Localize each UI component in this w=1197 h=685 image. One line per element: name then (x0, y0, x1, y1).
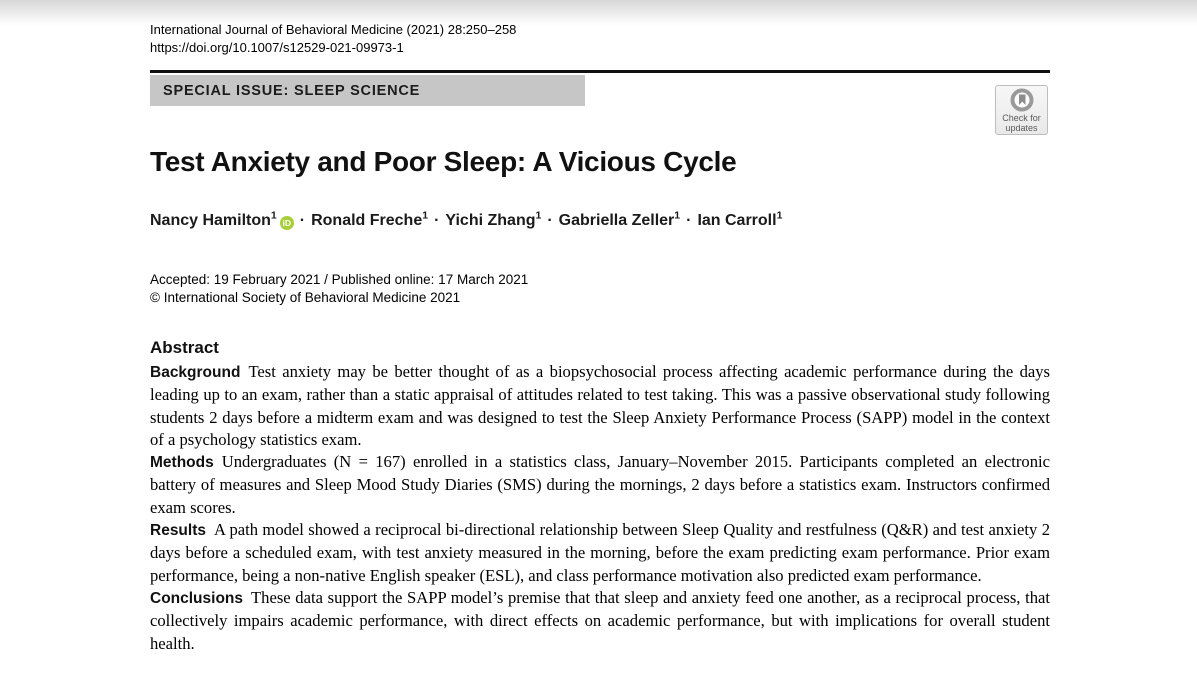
abstract-section-text: These data support the SAPP model’s premise that that sleep and anxiety feed one another, as a reciprocal process, that collectively impairs academic performance, with direct effects on academic performance, but with implications for overall student health. (150, 587, 1050, 653)
abstract-section-text: Undergraduates (N = 167) enrolled in a statistics class, January–November 2015. Participants completed an electronic battery of measures and Sleep Mood Study Diaries (SMS) during the mornings, 2 days before a statistics exam. Instructors confirmed exam scores. (150, 452, 1050, 517)
special-issue-banner (150, 75, 585, 106)
author-separator: · (434, 212, 440, 229)
abstract-section-label: Background (150, 364, 241, 381)
header-rule (150, 70, 1050, 73)
authors-line (150, 209, 1070, 230)
journal-header (150, 21, 516, 57)
author-affiliation-number: 1 (422, 209, 429, 222)
author-name: Ronald Freche (311, 212, 423, 229)
abstract-paragraph (150, 587, 1050, 655)
author-name: Ian Carroll (697, 212, 777, 229)
copyright-line: © International Society of Behavioral Medicine 2021 (150, 289, 461, 305)
abstract-paragraph (150, 361, 1050, 451)
author-name: Yichi Zhang (445, 212, 536, 229)
author-name: Gabriella Zeller (558, 212, 675, 229)
abstract-paragraph (150, 519, 1050, 587)
abstract-section-label: Conclusions (150, 589, 244, 607)
orcid-icon[interactable]: iD (280, 216, 294, 230)
author-separator: · (686, 212, 692, 229)
journal-citation-line: International Journal of Behavioral Medicine (2021) 28:250–258 (150, 22, 517, 37)
abstract-section (150, 338, 1050, 655)
check-for-updates-label-line2: updates (1005, 122, 1038, 133)
check-for-updates-label-line1: Check for (1002, 112, 1041, 123)
abstract-section-label: Methods (150, 454, 214, 472)
crossmark-icon (1010, 88, 1034, 113)
abstract-section-label: Results (150, 522, 206, 540)
accepted-published-line: Accepted: 19 February 2021 / Published online: 17 March 2021 (150, 272, 529, 287)
abstract-heading: Abstract (150, 338, 219, 357)
author-affiliation-number: 1 (535, 209, 542, 222)
author-affiliation-number: 1 (674, 209, 681, 222)
article-title: Test Anxiety and Poor Sleep: A Vicious Cycle (150, 146, 737, 177)
article-dates (150, 271, 528, 306)
abstract-section-text: Test anxiety may be better thought of as a biopsychosocial process affecting academic performance during the days leading up to an exam, rather than a static appraisal of attitudes related to test taking. This was a passive observational study following students 2 days before a midterm exam and was designed to test the Sleep Anxiety Performance Process (SAPP) model in the context of a psychology statistics exam. (150, 362, 1050, 449)
abstract-paragraph (150, 451, 1050, 519)
author-separator: · (547, 212, 553, 229)
check-for-updates-button[interactable] (995, 85, 1048, 135)
author-name: Nancy Hamilton (150, 212, 271, 229)
author-separator: · (299, 212, 306, 229)
special-issue-label: SPECIAL ISSUE: SLEEP SCIENCE (163, 82, 421, 99)
doi-line: https://doi.org/10.1007/s12529-021-09973-1 (150, 40, 404, 55)
author-affiliation-number: 1 (776, 209, 783, 222)
author-affiliation-number: 1 (270, 209, 277, 222)
abstract-section-text: A path model showed a reciprocal bi-directional relationship between Sleep Quality and restfulness (Q&R) and test anxiety 2 days before a scheduled exam, with test anxiety measured in the morning, before the exam predicting exam performance. Prior exam performance, being a non-native English speaker (ESL), and class performance motivation also predicted exam performance. (150, 520, 1050, 585)
abstract-body (150, 361, 1050, 655)
